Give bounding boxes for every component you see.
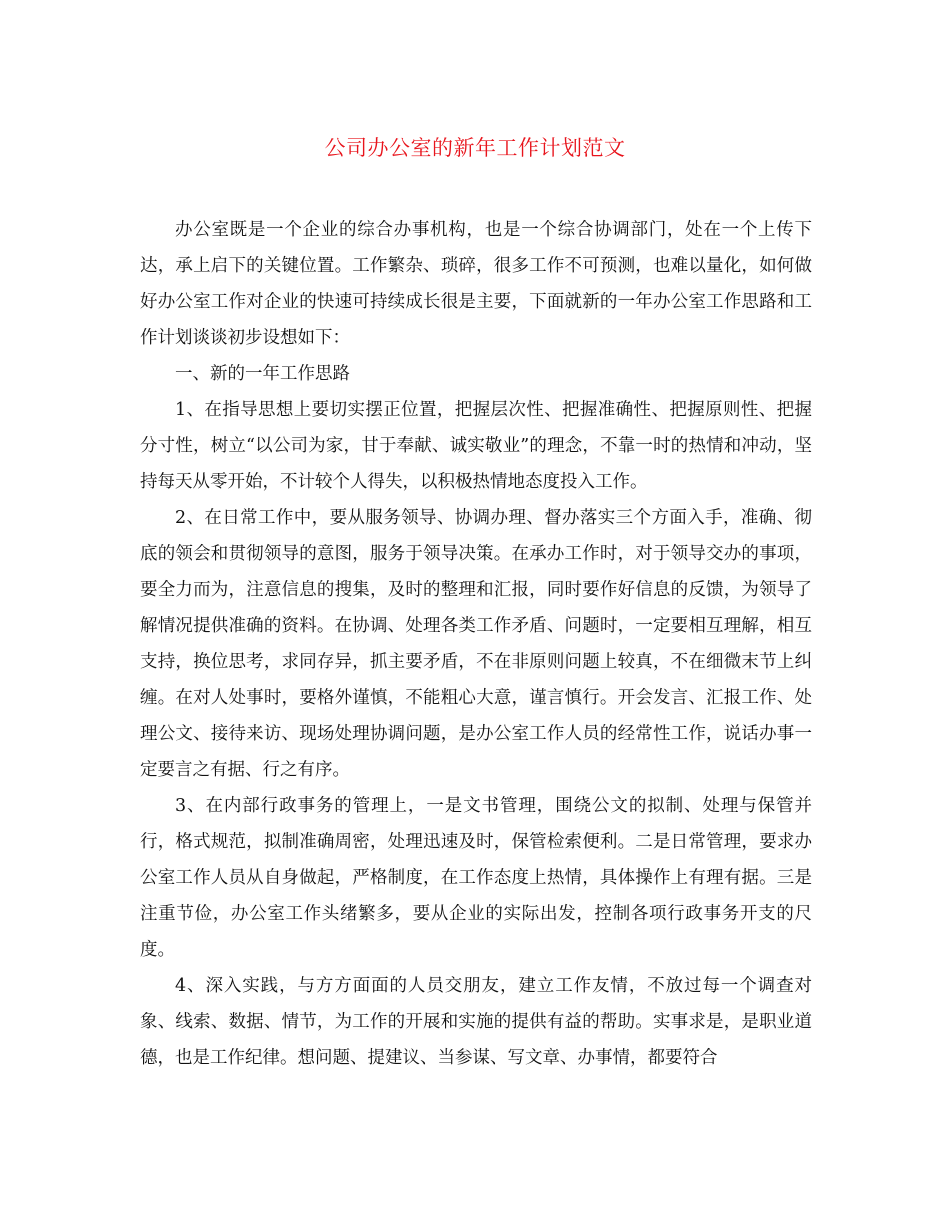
document-body xyxy=(140,212,812,1076)
section-heading: 一、新的一年工作思路 xyxy=(175,364,350,384)
document-title: 公司办公室的新年工作计划范文 xyxy=(324,136,626,160)
paragraph-item-3: 3、在内部行政事务的管理上，一是文书管理，围绕公文的拟制、处理与保管并行，格式规范，拟制准确周密，处理迅速及时，保管检索便利。二是日常管理，要求办公室工作人员从自身做起，严格制度，在工作态度上热情，具体操作上有理有据。三是注重节俭，办公室工作头绪繁多，要从企业的实际出发，控制各项行政事务开支的尺度。 xyxy=(140,796,812,960)
paragraph-item-4: 4、深入实践，与方方面面的人员交朋友，建立工作友情，不放过每一个调查对象、线索、数据、情节，为工作的开展和实施的提供有益的帮助。实事求是，是职业道德，也是工作纪律。想问题、提建议、当参谋、写文章、办事情，都要符合 xyxy=(140,976,812,1068)
paragraph-intro: 办公室既是一个企业的综合办事机构，也是一个综合协调部门，处在一个上传下达，承上启下的关键位置。工作繁杂、琐碎，很多工作不可预测，也难以量化，如何做好办公室工作对企业的快速可持续成长很是主要，下面就新的一年办公室工作思路和工作计划谈谈初步设想如下： xyxy=(140,220,812,348)
paragraph-item-1: 1、在指导思想上要切实摆正位置，把握层次性、把握准确性、把握原则性、把握分寸性，树立“以公司为家，甘于奉献、诚实敬业”的理念，不靠一时的热情和冲动，坚持每天从零开始，不计较个人得失，以积极热情地态度投入工作。 xyxy=(140,400,812,492)
paragraph-item-2: 2、在日常工作中，要从服务领导、协调办理、督办落实三个方面入手，准确、彻底的领会和贯彻领导的意图，服务于领导决策。在承办工作时，对于领导交办的事项，要全力而为，注意信息的搜集，及时的整理和汇报，同时要作好信息的反馈，为领导了解情况提供准确的资料。在协调、处理各类工作矛盾、问题时，一定要相互理解，相互支持，换位思考，求同存异，抓主要矛盾，不在非原则问题上较真，不在细微末节上纠缠。在对人处事时，要格外谨慎，不能粗心大意，谨言慎行。开会发言、汇报工作、处理公文、接待来访、现场处理协调问题，是办公室工作人员的经常性工作，说话办事一定要言之有据、行之有序。 xyxy=(140,508,812,780)
